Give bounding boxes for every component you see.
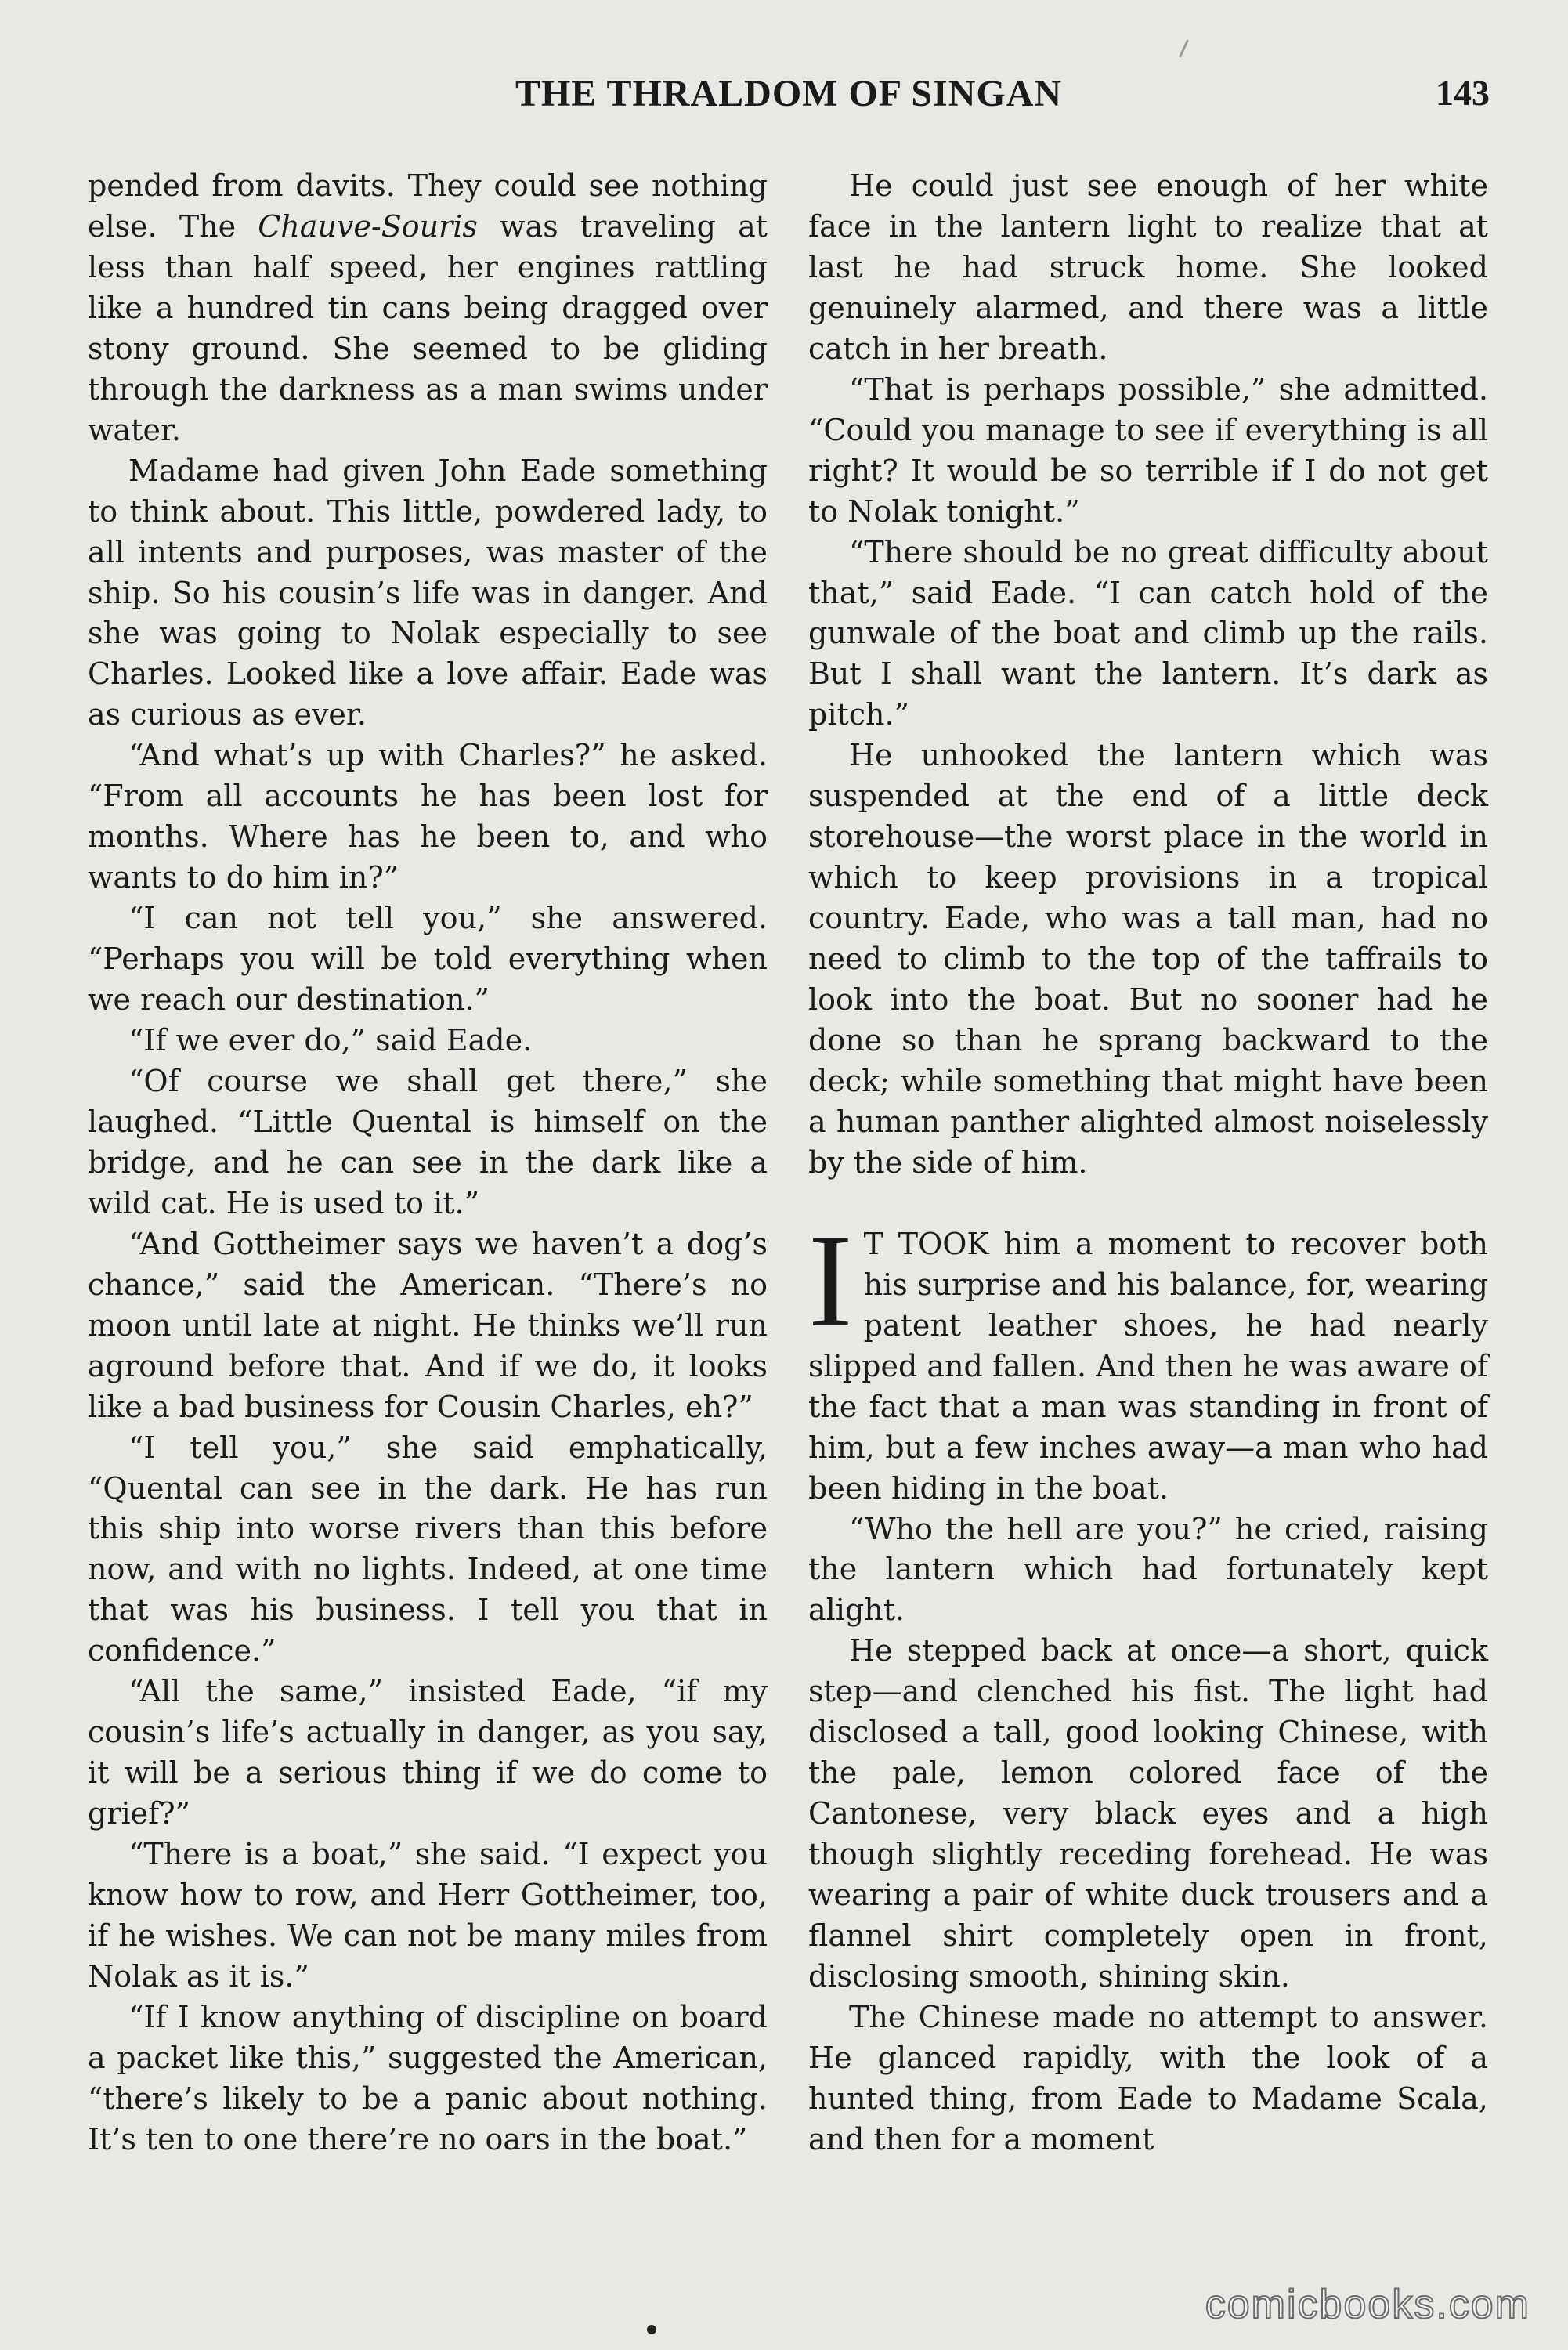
paragraph: “If I know anything of discipline on board a packet like this,” suggested the American, “there’s likely to be a panic about nothing. It’s ten to one there’re no oars in the boat.” <box>88 1999 768 2157</box>
paragraph: He unhooked the lantern which was suspended at the end of a little deck storehouse—the worst place in the world in which to keep provisions in a tropical country. Eade, who was a tall man, had no need to climb to the top of the taffrails to look into the boat. But no sooner had he done so than he sprang backward to the deck; while something that might have been a human panther alighted almost noiselessly by the side of him. <box>808 738 1488 1180</box>
bottom-dot <box>647 2325 656 2334</box>
lead-in: T TOOK <box>863 1226 989 1261</box>
page-header <box>88 72 1490 128</box>
paragraph: He could just see enough of her white face in the lantern light to realize that at last he had struck home. She looked genuinely alarmed, and there was a little catch in her breath. <box>808 168 1488 366</box>
paragraph: “There is a boat,” she said. “I expect you know how to row, and Herr Gottheimer, too, if he wishes. We can not be many miles from Nolak as it is.” <box>88 1837 768 1994</box>
page-number: 143 <box>1436 73 1490 113</box>
paragraph: “And what’s up with Charles?” he asked. “From all accounts he has been lost for months. Where has he been to, and who wants to do him in?” <box>88 738 768 895</box>
ship-name: Chauve-Souris <box>258 208 478 244</box>
section-break <box>808 1184 1488 1224</box>
paragraph: “I tell you,” she said emphatically, “Quental can see in the dark. He has run this ship into worse rivers than this before now, and with no lights. Indeed, at one time that was his business. I tell you that in confidence.” <box>88 1430 768 1668</box>
paragraph: “All the same,” insisted Eade, “if my cousin’s life’s actually in danger, as you say, it will be a serious thing if we do come to grief?” <box>88 1674 768 1831</box>
paragraph: He stepped back at once—a short, quick step—and clenched his fist. The light had disclosed a tall, good looking Chinese, with the pale, lemon colored face of the Cantonese, very black eyes and a high though slightly receding forehead. He was wearing a pair of white duck trousers and a flannel shirt completely open in front, disclosing smooth, shining skin. <box>808 1633 1488 1994</box>
right-column <box>808 166 1488 2160</box>
drop-cap: I <box>808 1206 853 1354</box>
section-opening-paragraph: I T TOOK him a moment to recover both his surprise and his balance, for, wearing patent leather shoes, he had nearly slipped and fallen. And then he was aware of the fact that a man was standing in front of him, but a few inches away—a man who had been hiding in the boat. <box>808 1206 1488 1506</box>
running-title: THE THRALDOM OF SINGAN <box>515 73 1063 114</box>
left-column <box>88 166 768 2160</box>
paragraph: “I can not tell you,” she answered. “Perhaps you will be told everything when we reach our destination.” <box>88 901 768 1018</box>
paragraph: “Who the hell are you?” he cried, raising the lantern which had fortunately kept alight. <box>808 1511 1488 1628</box>
paragraph: “If we ever do,” said Eade. <box>128 1023 533 1058</box>
paragraph: “Of course we shall get there,” she laughed. “Little Quental is himself on the bridge, and he can see in the dark like a wild cat. He is used to it.” <box>88 1063 768 1220</box>
paragraph: The Chinese made no attempt to answer. He glanced rapidly, with the look of a hunted thing, from Eade to Madame Scala, and then for a moment <box>808 1999 1488 2157</box>
paragraph: Madame had given John Eade something to think about. This little, powdered lady, to all intents and purposes, was master of the ship. So his cousin’s life was in danger. And she was going to Nolak especially to see Charles. Looked like a love affair. Eade was as curious as ever. <box>88 453 768 732</box>
paragraph: pended from davits. They could see nothing else. The Chauve-Souris was traveling at less than half speed, her engines rattling like a hundred tin cans being dragged over stony ground. She seemed to be gliding through the darkness as a man swims under water. <box>88 168 768 447</box>
paragraph: “And Gottheimer says we haven’t a dog’s chance,” said the American. “There’s no moon until late at night. He thinks we’ll run aground before that. And if we do, it looks like a bad business for Cousin Charles, eh?” <box>88 1226 768 1424</box>
paragraph: “That is perhaps possible,” she admitted. “Could you manage to see if everything is all right? It would be so terrible if I do not get to Nolak tonight.” <box>808 371 1488 529</box>
paper-mark <box>1179 39 1189 57</box>
paragraph: “There should be no great difficulty about that,” said Eade. “I can catch hold of the gunwale of the boat and climb up the rails. But I shall want the lantern. It’s dark as pitch.” <box>808 534 1488 732</box>
watermark: comicbooks.com <box>1205 2282 1530 2327</box>
